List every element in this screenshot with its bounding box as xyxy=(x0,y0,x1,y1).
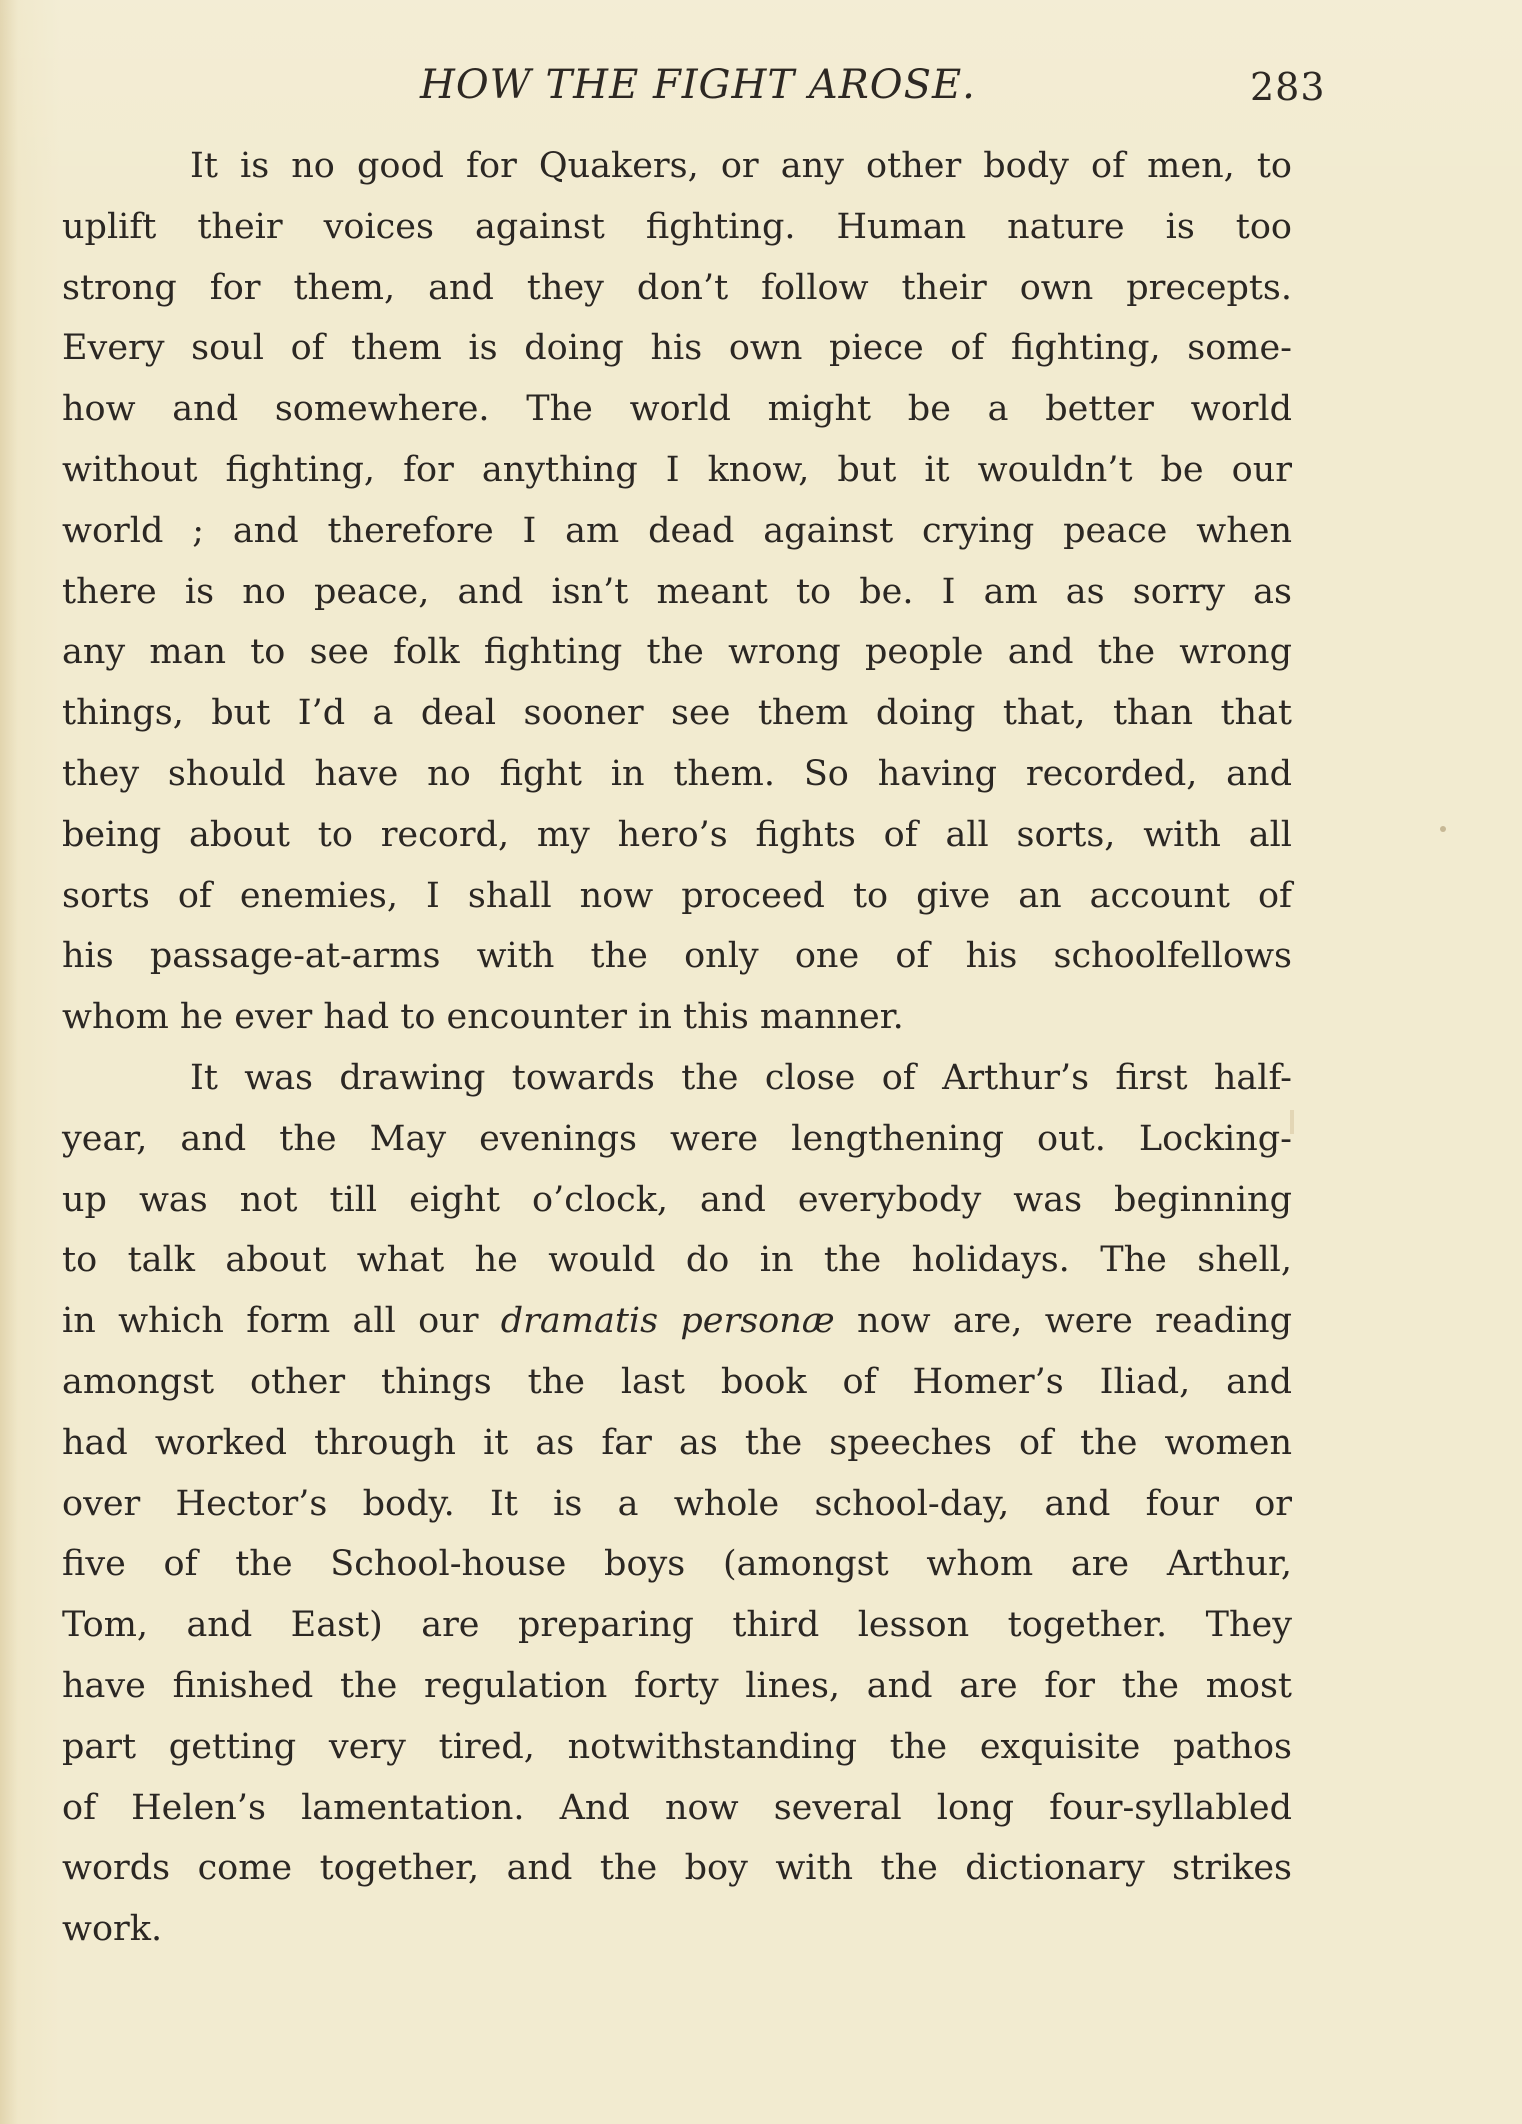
text-line: uplift their voices against fighting. Human nature is too xyxy=(62,206,1292,247)
text-line: It was drawing towards the close of Arthur’s first half- xyxy=(190,1057,1292,1098)
paper-speck xyxy=(1440,826,1446,832)
text-line: sorts of enemies, I shall now proceed to give an account of xyxy=(62,875,1292,916)
paragraph-1 xyxy=(62,136,1292,1048)
text-line: any man to see folk fighting the wrong people and the wrong xyxy=(62,632,1292,673)
body-text xyxy=(62,136,1292,1960)
text-fragment: now are, were reading xyxy=(834,1301,1292,1342)
text-line: of Helen’s lamentation. And now several long four-syllabled xyxy=(62,1787,1292,1828)
text-line: part getting very tired, notwithstanding the exquisite pathos xyxy=(62,1726,1292,1767)
text-line: up was not till eight o’clock, and everybody was beginning xyxy=(62,1179,1292,1220)
text-line: five of the School-house boys (amongst whom are Arthur, xyxy=(62,1544,1292,1585)
text-line: world ; and therefore I am dead against crying peace when xyxy=(62,510,1292,551)
text-line: how and somewhere. The world might be a better world xyxy=(62,389,1292,430)
text-line: they should have no fight in them. So having recorded, and xyxy=(62,753,1292,794)
text-line: without fighting, for anything I know, but it wouldn’t be our xyxy=(62,449,1292,490)
paper-mark xyxy=(1290,1110,1294,1134)
text-line: being about to record, my hero’s fights of all sorts, with all xyxy=(62,814,1292,855)
italic-term: dramatis personæ xyxy=(500,1301,835,1342)
text-line: whom he ever had to encounter in this manner. xyxy=(62,997,904,1038)
running-head xyxy=(0,62,1522,122)
running-title: HOW THE FIGHT AROSE. xyxy=(420,62,976,108)
text-line: over Hector’s body. It is a whole school-day, and four or xyxy=(62,1483,1292,1524)
text-fragment: in which form all our xyxy=(62,1301,501,1342)
text-line: amongst other things the last book of Homer’s Iliad, and xyxy=(62,1361,1292,1402)
text-line: there is no peace, and isn’t meant to be. I am as sorry as xyxy=(62,571,1292,612)
text-line: had worked through it as far as the speeches of the women xyxy=(62,1422,1292,1463)
text-line: things, but I’d a deal sooner see them doing that, than that xyxy=(62,693,1292,734)
text-line: have finished the regulation forty lines, and are for the most xyxy=(62,1665,1292,1706)
text-line: words come together, and the boy with the dictionary strikes xyxy=(62,1848,1292,1889)
text-line: Tom, and East) are preparing third lesson together. They xyxy=(62,1605,1292,1646)
text-line-with-italic xyxy=(62,1291,1292,1352)
text-line: work. xyxy=(62,1909,163,1950)
text-line: strong for them, and they don’t follow their own precepts. xyxy=(62,267,1292,308)
page-number: 283 xyxy=(1250,65,1326,109)
text-line: It is no good for Quakers, or any other body of men, to xyxy=(190,146,1292,186)
text-line: his passage-at-arms with the only one of his schoolfellows xyxy=(62,936,1292,977)
paragraph-2 xyxy=(62,1048,1292,1960)
text-line: Every soul of them is doing his own piece of fighting, some- xyxy=(62,328,1292,369)
text-line: to talk about what he would do in the holidays. The shell, xyxy=(62,1240,1292,1281)
text-line: year, and the May evenings were lengthening out. Locking- xyxy=(62,1118,1292,1159)
